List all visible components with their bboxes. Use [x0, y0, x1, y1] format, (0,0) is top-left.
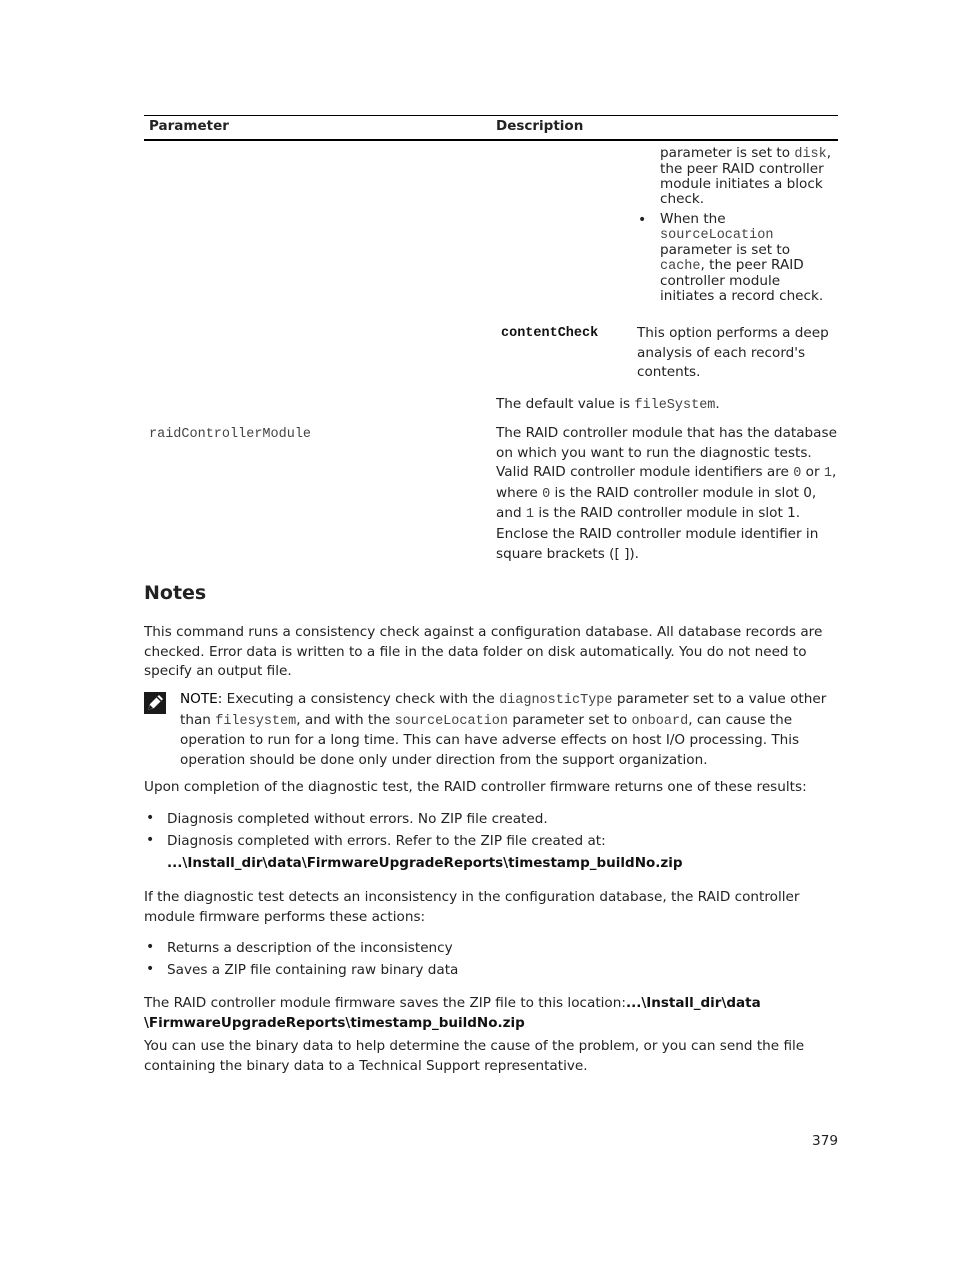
source-location-cache-bullet: When the sourceLocation parameter is set to cache, the peer RAID controller module initiates a record check.	[660, 211, 824, 304]
note-paragraph: NOTE: Executing a consistency check with the diagnosticType parameter set to a value other than filesystem, and with the sourceLocation parameter set to onboard, can cause the operation to run for a long time. This can have adverse effects on host I/O processing. This operation should be done only under direction from the support organization.	[180, 691, 827, 768]
raid-controller-module-description: The RAID controller module that has the database on which you want to run the diagnostic tests. Valid RAID controller module identifiers are 0 or 1, where 0 is the RAID controller module in slot 0, and 1 is the RAID controller module in slot 1. Enclose the RAID controller module identifier in square brackets ([ ]).	[496, 425, 837, 562]
saves-location-paragraph: The RAID controller module firmware saves the ZIP file to this location:...\Install_dir\data \FirmwareUpgradeReports\timestamp_buildNo.zip	[144, 995, 761, 1031]
content-check-option: contentCheck	[501, 326, 599, 341]
table-top-rule	[144, 115, 838, 116]
bullet-marker: •	[146, 810, 155, 826]
notes-intro-paragraph: This command runs a consistency check against a configuration database. All database records are checked. Error data is written to a file in the data folder on disk automatically. You do not need to specify an output file.	[144, 624, 823, 680]
completion-paragraph: Upon completion of the diagnostic test, the RAID controller firmware returns one of these results:	[144, 779, 807, 795]
final-paragraph: You can use the binary data to help determine the cause of the problem, or you can send the file containing the binary data to a Technical Support representative.	[144, 1038, 805, 1074]
notes-heading: Notes	[144, 582, 207, 604]
bullet-marker: •	[638, 212, 647, 228]
result-item: Diagnosis completed with errors. Refer to the ZIP file created at:	[167, 833, 606, 849]
default-value-text: The default value is fileSystem.	[496, 396, 720, 413]
page-number: 379	[812, 1133, 838, 1149]
continued-bullet-text: parameter is set to disk, the peer RAID controller module initiates a block check.	[660, 145, 832, 207]
note-pencil-icon	[144, 692, 166, 718]
bullet-marker: •	[146, 939, 155, 955]
content-check-description: This option performs a deep analysis of each record's contents.	[637, 325, 829, 381]
action-item: Saves a ZIP file containing raw binary data	[167, 962, 459, 978]
result-item: Diagnosis completed without errors. No ZIP file created.	[167, 811, 548, 827]
column-header-description: Description	[496, 118, 584, 134]
column-header-parameter: Parameter	[149, 118, 229, 134]
raid-controller-module-param: raidControllerModule	[149, 427, 312, 442]
table-header-rule	[144, 139, 838, 141]
bullet-marker: •	[146, 832, 155, 848]
zip-path: ...\Install_dir\data\FirmwareUpgradeReports\timestamp_buildNo.zip	[167, 855, 683, 871]
bullet-marker: •	[146, 961, 155, 977]
action-item: Returns a description of the inconsistency	[167, 940, 453, 956]
inconsistency-paragraph: If the diagnostic test detects an inconsistency in the configuration database, the RAID controller module firmware performs these actions:	[144, 889, 800, 925]
